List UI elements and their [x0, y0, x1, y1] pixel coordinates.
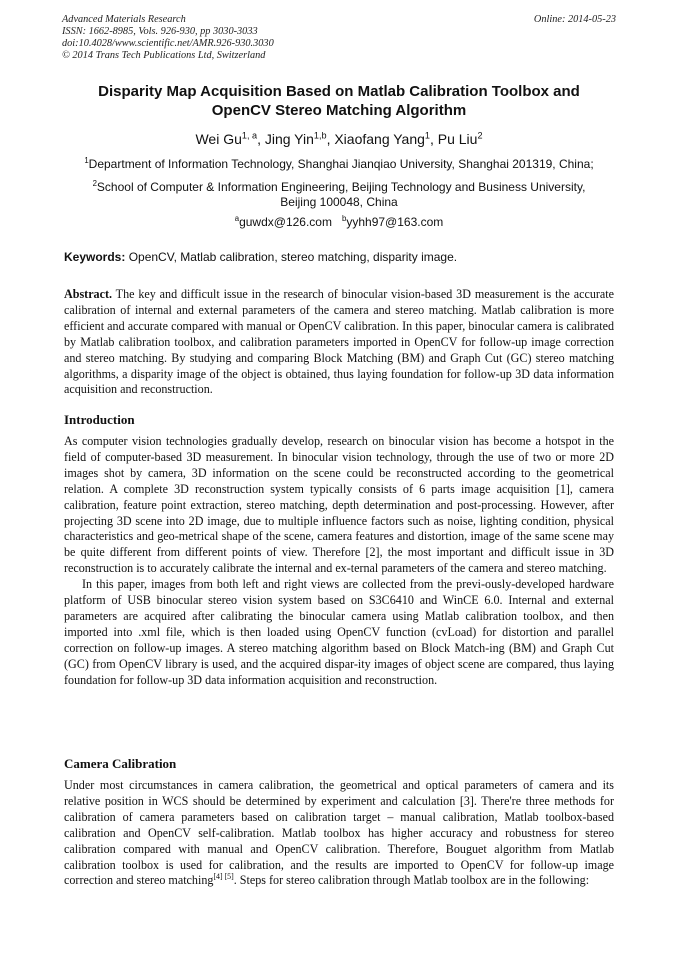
author-list	[62, 130, 616, 148]
author-separator: ,	[429, 131, 438, 147]
paragraph-text: . Steps for stereo calibration through Matlab toolbox are in the following:	[233, 873, 590, 888]
journal-header	[62, 14, 616, 62]
introduction-section	[64, 434, 614, 689]
author-affiliation-sup: 2	[477, 130, 483, 141]
author-separator: ,	[326, 131, 335, 147]
journal-name: Advanced Materials Research	[62, 14, 186, 25]
email-marker: b	[342, 214, 347, 223]
camera-calibration-section	[64, 778, 614, 889]
paragraph	[64, 778, 614, 889]
paper-title	[62, 82, 616, 120]
author-name: Pu Liu	[437, 131, 478, 147]
author-name: Jing Yin	[264, 131, 314, 147]
author-emails	[62, 215, 616, 230]
abstract-text: The key and difficult issue in the research of binocular vision-based 3D measurement is the accurate calibration of internal and external parameters of the camera and stereo matching. Matlab calibration is more efficient and accurate compared with manual or OpenCV calibration. In this paper, binocular camera is calibrated by Matlab calibration toolbox, and calibration parameters imported in OpenCV for follow-up image correction and stereo matching. By studying and comparing Block Matching (BM) and Graph Cut (GC) stereo matching algorithms, a disparity image of the object is obtained, thus laying foundation for follow-up 3D data information acquisition and reconstruction.	[64, 287, 614, 397]
doi-line: doi:10.4028/www.scientific.net/AMR.926-930.3030	[62, 38, 274, 49]
affiliation-marker: 1	[84, 156, 89, 165]
title-line-2: OpenCV Stereo Matching Algorithm	[211, 102, 467, 119]
keywords	[64, 250, 616, 265]
author-affiliation-sup: 1, a	[241, 130, 258, 141]
online-date: Online: 2014-05-23	[533, 14, 616, 25]
paragraph-text: Under most circumstances in camera calibration, the geometrical and optical parameters of camera and its relative position in WCS should be determined by experiment and calculation [3]. There're three methods for calibration of camera parameters based on calibration target – manual calibration, Matlab toolbox-based calibration and OpenCV self-calibration. Matlab toolbox has higher accuracy and robustness for stereo calibration compared with manual and OpenCV calibration. Therefore, Bouguet algorithm from Matlab calibration toolbox is used for calibration, and the results are imported to OpenCV for follow-up image correction and stereo matching	[64, 778, 614, 888]
paragraph: As computer vision technologies gradually develop, research on binocular vision has become a hotspot in the field of computer-based 3D measurement. In binocular vision technology, through the use of two or more 2D images shot by camera, 3D information on the scene could be reconstructed according to the geometrical relation. A complete 3D reconstruction system typically consists of 6 parts image acquisition [1], camera calibration, feature point extraction, stereo matching, depth determination and post-processing. However, after projecting 3D scene into 2D image, due to multiple influence factors such as noise, lighting condition, physical characteristics and geo-metrical shape of the scene, camera features and distortion, image of the same scene may be quite different from different points of view. Therefore [2], the most important and difficult issue in 3D reconstruction is to accurately calibrate the internal and ex-ternal parameters of the camera and stereo matching.	[64, 434, 614, 576]
email-marker: a	[234, 214, 240, 223]
paragraph: In this paper, images from both left and right views are collected from the previ-ously-developed hardware platform of USB binocular stereo vision system based on S3C6410 and WinCE 6.0. Internal and external parameters are acquired after calibrating the binocular camera using Matlab calibration toolbox, and then imported into .xml file, which is then loaded using OpenCV function (cvLoad) for distortion and parallel correction on follow-up images. A stereo matching algorithm based on Block Match-ing (BM) and Graph Cut (GC) from OpenCV library is used, and the acquired dispar-ity images of object scene are compared, thus laying foundation for follow-up 3D data information acquisition and reconstruction.	[64, 577, 614, 687]
author-affiliation-sup: 1,b	[313, 130, 327, 141]
email-b: yyhh97@163.com	[346, 215, 444, 229]
affiliation-marker: 2	[92, 179, 97, 188]
author-affiliation-sup: 1	[424, 130, 430, 141]
abstract	[64, 287, 614, 398]
issn-line: ISSN: 1662-8985, Vols. 926-930, pp 3030-3033	[62, 26, 258, 37]
section-heading-camera-calibration: Camera Calibration	[64, 756, 177, 771]
affiliation-2	[62, 180, 616, 210]
affiliation-text: Beijing 100048, China	[280, 195, 398, 209]
abstract-label: Abstract.	[64, 287, 113, 301]
citation-sup: [4] [5]	[213, 872, 234, 882]
author-name: Wei Gu	[195, 131, 242, 147]
section-heading-introduction: Introduction	[64, 412, 135, 427]
author-name: Xiaofang Yang	[334, 131, 425, 147]
email-a: guwdx@126.com	[239, 215, 332, 229]
author-separator: ,	[257, 131, 265, 147]
keywords-label: Keywords:	[64, 250, 126, 264]
copyright-line: © 2014 Trans Tech Publications Ltd, Switzerland	[62, 50, 266, 61]
title-line-1: Disparity Map Acquisition Based on Matlab Calibration Toolbox and	[98, 83, 580, 100]
affiliation-text: School of Computer & Information Engineering, Beijing Technology and Business University,	[96, 180, 586, 194]
keywords-text: OpenCV, Matlab calibration, stereo matching, disparity image.	[125, 250, 458, 264]
affiliation-text: Department of Information Technology, Shanghai Jianqiao University, Shanghai 201319, China;	[88, 157, 594, 171]
affiliation-1	[62, 157, 616, 172]
